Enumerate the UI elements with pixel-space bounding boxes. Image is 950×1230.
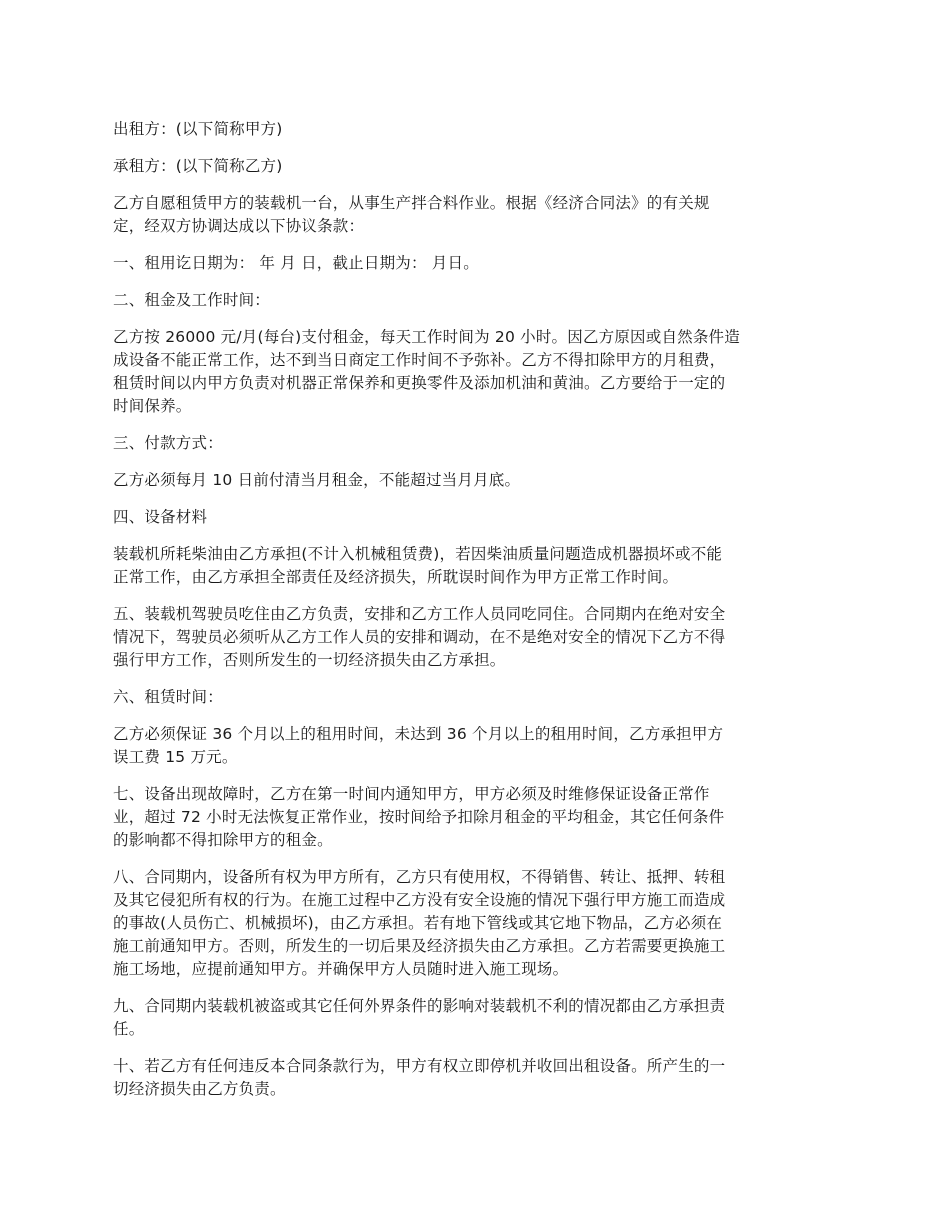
clause-6-heading: 六、租赁时间： xyxy=(113,688,223,706)
clause-2-body: 乙方按 26000 元/月(每台)支付租金，每天工作时间为 20 小时。因乙方原因或自然条件造 成设备不能正常工作，达不到当日商定工作时间不予弥补。乙方不得扣除甲方的月租费， 租赁时间以内甲方负责对机器正常保养和更换零件及添加机油和黄油。乙方要给于一定的 时间保养。 xyxy=(113,328,740,415)
clause-9-paragraph: 九、合同期内装载机被盗或其它任何外界条件的影响对装载机不利的情况都由乙方承担责 任。 xyxy=(113,997,726,1038)
clause-6-body: 乙方必须保证 36 个月以上的租用时间，未达到 36 个月以上的租用时间，乙方承担甲方 误工费 15 万元。 xyxy=(113,725,724,766)
lessor-line: 出租方：(以下简称甲方) xyxy=(113,120,283,138)
clause-4-body: 装载机所耗柴油由乙方承担(不计入机械租赁费)，若因柴油质量问题造成机器损坏或不能 正常工作，由乙方承担全部责任及经济损失，所耽误时间作为甲方正常工作时间。 xyxy=(113,545,723,586)
clause-1-lease-dates: 一、租用讫日期为： 年 月 日，截止日期为： 月日。 xyxy=(113,254,479,272)
clause-7-paragraph: 七、设备出现故障时，乙方在第一时间内通知甲方，甲方必须及时维修保证设备正常作 业，超过 72 小时无法恢复正常作业，按时间给予扣除月租金的平均租金，其它任何条件 的影响都不得扣除甲方的租金。 xyxy=(113,785,725,849)
clause-3-heading: 三、付款方式： xyxy=(113,434,223,452)
preamble-paragraph: 乙方自愿租赁甲方的装载机一台，从事生产拌合料作业。根据《经济合同法》的有关规 定，经双方协调达成以下协议条款： xyxy=(113,194,710,235)
clause-4-heading: 四、设备材料 xyxy=(113,508,208,526)
document-body xyxy=(113,118,840,1115)
clause-3-body: 乙方必须每月 10 日前付清当月租金，不能超过当月月底。 xyxy=(113,471,521,489)
lessee-line: 承租方：(以下简称乙方) xyxy=(113,157,283,175)
clause-10-paragraph: 十、若乙方有任何违反本合同条款行为，甲方有权立即停机并收回出租设备。所产生的一 切经济损失由乙方负责。 xyxy=(113,1057,726,1098)
clause-5-paragraph: 五、装载机驾驶员吃住由乙方负责，安排和乙方工作人员同吃同住。合同期内在绝对安全 情况下，驾驶员必须听从乙方工作人员的安排和调动，在不是绝对安全的情况下乙方不得 强行甲方工作，否则所发生的一切经济损失由乙方承担。 xyxy=(113,605,726,669)
clause-8-paragraph: 八、合同期内，设备所有权为甲方所有，乙方只有使用权，不得销售、转让、抵押、转租 及其它侵犯所有权的行为。在施工过程中乙方没有安全设施的情况下强行甲方施工而造成 的事故(人员伤亡、机械损坏)，由乙方承担。若有地下管线或其它地下物品，乙方必须在 施工前通知甲方。否则，所发生的一切后果及经济损失由乙方承担。乙方若需要更换施工 施工场地，应提前通知甲方。并确保甲方人员随时进入施工现场。 xyxy=(113,868,726,978)
clause-2-heading: 二、租金及工作时间： xyxy=(113,291,271,309)
